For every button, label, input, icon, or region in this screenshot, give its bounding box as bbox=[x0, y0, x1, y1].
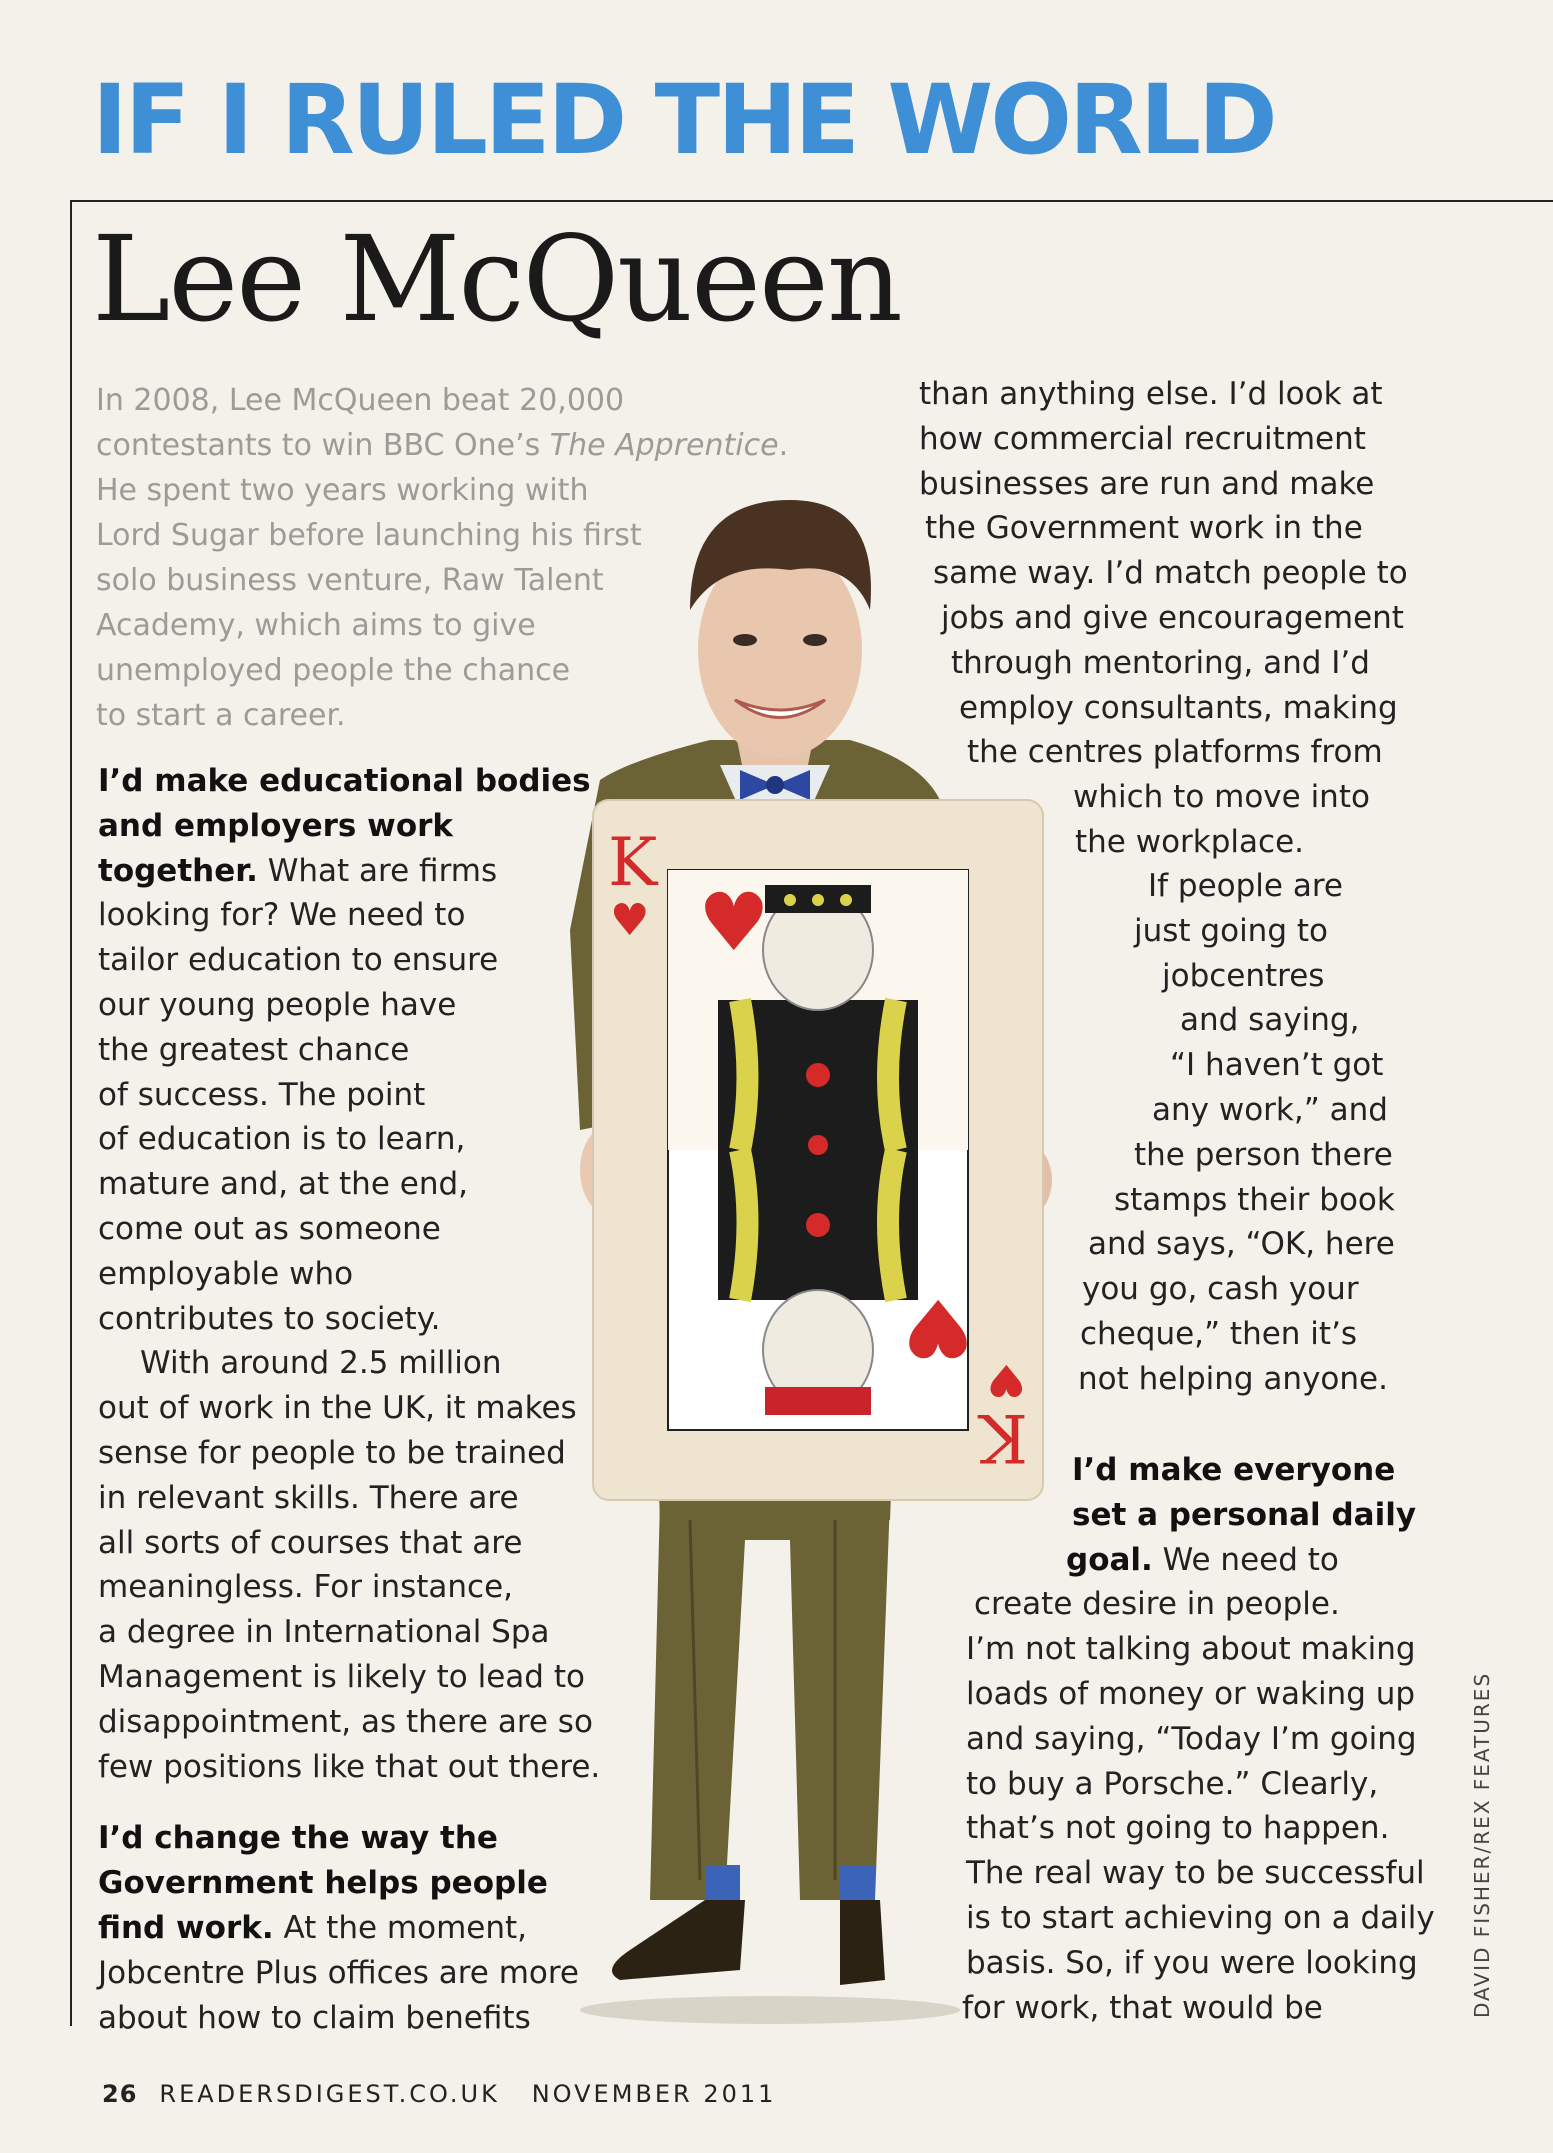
king-of-hearts-card bbox=[593, 800, 1043, 1500]
right-column-middle bbox=[1072, 864, 1395, 1402]
body-line: not helping anyone. bbox=[1078, 1360, 1388, 1397]
body-line: We need to bbox=[1152, 1541, 1339, 1578]
body-line: contributes to society. bbox=[98, 1300, 441, 1337]
article-title: Lee McQueen bbox=[92, 210, 901, 348]
body-line: a degree in International Spa bbox=[98, 1614, 550, 1651]
body-line: the Government work in the bbox=[925, 510, 1363, 547]
body-line: for work, that would be bbox=[962, 1989, 1323, 2026]
body-line: sense for people to be trained bbox=[98, 1434, 566, 1471]
body-line: of success. The point bbox=[98, 1076, 426, 1113]
body-line: stamps their book bbox=[1114, 1181, 1395, 1218]
intro-line: In 2008, Lee McQueen beat 20,000 bbox=[96, 383, 625, 418]
header-rule bbox=[70, 200, 1553, 202]
intro-line: Lord Sugar before launching his first bbox=[96, 518, 642, 553]
body-line: tailor education to ensure bbox=[98, 942, 499, 979]
body-line: about how to claim benefits bbox=[98, 1999, 531, 2036]
intro-line: Academy, which aims to give bbox=[96, 608, 536, 643]
body-line: any work,” and bbox=[1152, 1091, 1388, 1128]
page-number: 26 bbox=[102, 2080, 138, 2108]
column-rule bbox=[70, 200, 72, 2026]
section-lede: together. bbox=[98, 852, 258, 889]
body-line: employ consultants, making bbox=[959, 689, 1398, 726]
body-line: basis. So, if you were looking bbox=[966, 1944, 1418, 1981]
left-column bbox=[98, 759, 600, 2040]
body-line: the workplace. bbox=[1075, 823, 1305, 860]
card-heart-icon: ♥ bbox=[698, 876, 770, 969]
body-line: The real way to be successful bbox=[966, 1855, 1425, 1892]
body-line: which to move into bbox=[1073, 779, 1370, 816]
photo-credit: DAVID FISHER/REX FEATURES bbox=[1470, 1671, 1494, 2018]
body-line: our young people have bbox=[98, 986, 457, 1023]
body-line: the greatest chance bbox=[98, 1031, 410, 1068]
section-lede: I’d change the way the bbox=[98, 1820, 498, 1857]
body-line: to buy a Porsche.” Clearly, bbox=[966, 1765, 1379, 1802]
body-line: disappointment, as there are so bbox=[98, 1703, 593, 1740]
right-column-top bbox=[919, 372, 1408, 865]
body-line: cheque,” then it’s bbox=[1080, 1315, 1358, 1352]
body-line: and saying, bbox=[1180, 1002, 1360, 1039]
body-line: all sorts of courses that are bbox=[98, 1524, 523, 1561]
body-line: than anything else. I’d look at bbox=[919, 376, 1383, 412]
body-line: come out as someone bbox=[98, 1210, 441, 1247]
body-line: in relevant skills. There are bbox=[98, 1479, 519, 1516]
body-line: jobcentres bbox=[1162, 957, 1325, 994]
body-line: out of work in the UK, it makes bbox=[98, 1390, 577, 1427]
body-line: and saying, “Today I’m going bbox=[966, 1720, 1417, 1757]
card-heart-icon: ♥ bbox=[902, 1281, 974, 1374]
body-line: that’s not going to happen. bbox=[966, 1810, 1390, 1847]
body-line: loads of money or waking up bbox=[966, 1675, 1416, 1712]
intro-line: unemployed people the chance bbox=[96, 653, 571, 688]
paragraph-gap bbox=[98, 1789, 600, 1816]
page-footer bbox=[102, 2080, 776, 2108]
body-line: the centres platforms from bbox=[967, 734, 1383, 771]
card-rank: K bbox=[608, 824, 658, 901]
card-suit-icon: ♥ bbox=[610, 895, 650, 946]
section-lede: I’d make educational bodies bbox=[98, 763, 591, 799]
body-line: businesses are run and make bbox=[919, 465, 1375, 502]
right-column-bottom bbox=[962, 1448, 1435, 2030]
body-line: of education is to learn, bbox=[98, 1121, 466, 1158]
intro-line: to start a career. bbox=[96, 698, 346, 733]
body-line: just going to bbox=[1134, 912, 1328, 949]
body-line: same way. I’d match people to bbox=[933, 555, 1408, 592]
body-line: create desire in people. bbox=[974, 1586, 1340, 1623]
section-lede: Government helps people bbox=[98, 1865, 548, 1902]
body-line: through mentoring, and I’d bbox=[951, 644, 1370, 681]
section-lede: find work. bbox=[98, 1909, 274, 1946]
body-line: Jobcentre Plus offices are more bbox=[98, 1954, 579, 1991]
body-line: Management is likely to lead to bbox=[98, 1658, 585, 1695]
body-line: With around 2.5 million bbox=[140, 1345, 502, 1382]
body-line: the person there bbox=[1134, 1136, 1393, 1173]
body-line: meaningless. For instance, bbox=[98, 1569, 514, 1606]
card-suit-icon: ♥ bbox=[986, 1354, 1026, 1405]
footer-date: NOVEMBER 2011 bbox=[531, 2080, 777, 2108]
body-line: “I haven’t got bbox=[1170, 1047, 1384, 1084]
body-line: few positions like that out there. bbox=[98, 1748, 601, 1785]
body-line: employable who bbox=[98, 1255, 354, 1292]
section-lede: set a personal daily bbox=[1072, 1496, 1417, 1533]
card-rank: K bbox=[978, 1399, 1028, 1476]
section-lede: goal. bbox=[1066, 1541, 1153, 1578]
body-line: how commercial recruitment bbox=[919, 420, 1366, 457]
body-line: At the moment, bbox=[273, 1909, 527, 1946]
section-kicker: IF I RULED THE WORLD bbox=[92, 64, 1275, 176]
body-line: If people are bbox=[1148, 868, 1343, 904]
body-line: looking for? We need to bbox=[98, 897, 466, 934]
body-line: mature and, at the end, bbox=[98, 1166, 469, 1203]
body-line: jobs and give encouragement bbox=[941, 599, 1404, 636]
intro-line: solo business venture, Raw Talent bbox=[96, 563, 604, 598]
section-lede: and employers work bbox=[98, 807, 454, 844]
body-line: I’m not talking about making bbox=[966, 1631, 1416, 1668]
footer-site: READERSDIGEST.CO.UK bbox=[159, 2080, 500, 2108]
body-line: is to start achieving on a daily bbox=[966, 1899, 1435, 1936]
body-line: What are firms bbox=[257, 852, 498, 889]
intro-line: contestants to win BBC One’s The Apprentice. bbox=[96, 428, 789, 463]
section-lede: I’d make everyone bbox=[1072, 1452, 1396, 1488]
intro-line: He spent two years working with bbox=[96, 473, 589, 508]
body-line: and says, “OK, here bbox=[1088, 1226, 1395, 1263]
programme-title: The Apprentice bbox=[549, 428, 779, 463]
body-line: you go, cash your bbox=[1082, 1271, 1359, 1308]
